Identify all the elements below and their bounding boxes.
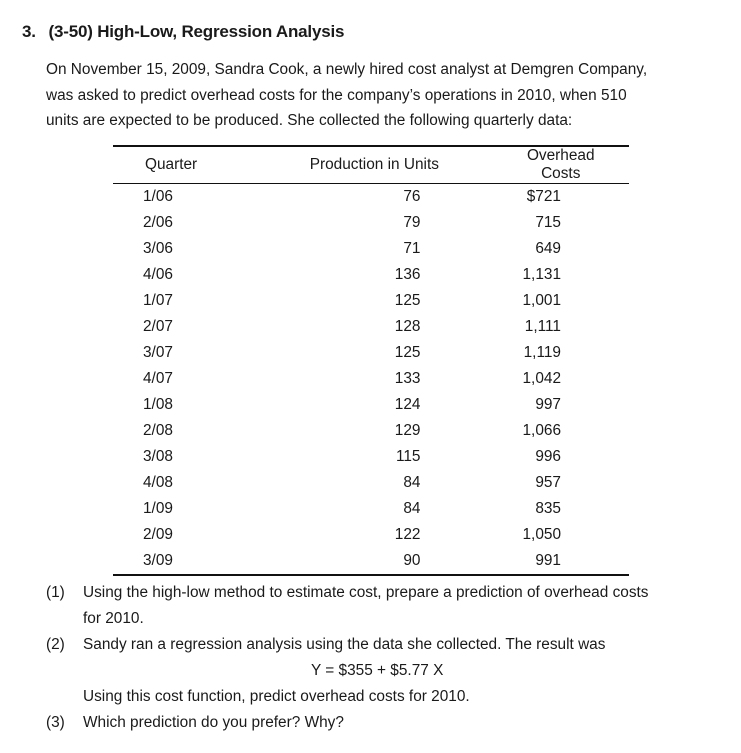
question-text: Using this cost function, predict overhead costs for 2010. [83,688,470,705]
intro-line: units are expected to be produced. She collected the following quarterly data: [46,112,573,129]
cell-overhead: 991 [522,548,629,575]
cell-units: 84 [403,500,421,517]
table-row [113,340,629,366]
header-quarter: Quarter [113,146,256,184]
cell-quarter: 3/08 [143,448,173,465]
cell-units: 115 [395,448,421,465]
cell-quarter: 2/09 [143,526,173,543]
question-1 [46,580,726,632]
cell-units: 122 [394,526,421,543]
cell-overhead: 1,042 [522,370,561,387]
cell-units: 129 [394,422,421,439]
cell-units: 124 [394,396,421,413]
question-number: (2) [46,636,65,653]
questions-list [46,580,726,736]
cell-units: 133 [394,370,421,387]
cell-overhead: 715 [535,214,561,231]
table-body [113,184,629,576]
table-row [113,366,629,392]
cell-units: 136 [394,266,421,283]
cell-overhead: 1,119 [523,344,561,361]
table-row [113,236,629,262]
cell-overhead: 1,001 [522,292,561,309]
cell-quarter: 4/08 [143,474,173,491]
cell-units: 125 [394,292,421,309]
table-row [113,288,629,314]
cell-quarter: 4/06 [143,266,173,283]
table-row [113,470,629,496]
cell-overhead: $721 [526,188,561,205]
cell-overhead: 996 [535,448,561,465]
question-text: Sandy ran a regression analysis using the data she collected. The result was [83,636,606,653]
cell-units: 79 [403,214,421,231]
table-row [113,522,629,548]
problem-number: 3. [22,22,36,41]
problem-heading [22,22,344,42]
cell-overhead: 1,111 [524,318,561,335]
table-row [113,548,629,575]
cell-quarter: 1/07 [143,292,173,309]
cell-units: 90 [256,548,522,575]
intro-paragraph [46,57,726,134]
cell-overhead: 1,131 [522,266,561,283]
cell-quarter: 4/07 [143,370,173,387]
cell-quarter: 3/07 [143,344,173,361]
table-row [113,418,629,444]
table-row [113,314,629,340]
intro-line: On November 15, 2009, Sandra Cook, a newly hired cost analyst at Demgren Company, [46,61,648,78]
table-row [113,392,629,418]
table-row [113,184,629,211]
cell-overhead: 1,050 [522,526,561,543]
question-number: (3) [46,714,65,731]
intro-line: was asked to predict overhead costs for the company’s operations in 2010, when 510 [46,86,627,104]
cell-overhead: 957 [535,474,561,491]
cell-units: 125 [394,344,421,361]
question-3 [46,710,726,736]
cell-quarter: 3/09 [113,548,256,575]
cell-units: 76 [403,188,421,205]
problem-title: (3-50) High-Low, Regression Analysis [48,22,345,41]
cell-quarter: 3/06 [143,240,173,257]
cell-quarter: 1/08 [143,396,173,413]
question-text: Using the high-low method to estimate cost, prepare a prediction of overhead costs [83,584,649,601]
cell-overhead: 997 [535,396,561,413]
quarterly-data-table [113,145,629,576]
table-row [113,262,629,288]
cell-quarter: 2/07 [143,318,173,335]
cell-quarter: 2/06 [143,214,173,231]
cell-overhead: 1,066 [522,422,561,439]
header-production: Production in Units [256,146,522,184]
cell-quarter: 2/08 [143,422,173,439]
cell-units: 128 [394,318,421,335]
cell-units: 71 [403,240,421,257]
table-row [113,496,629,522]
cell-quarter: 1/09 [143,500,173,517]
table-row [113,444,629,470]
header-overhead: Overhead Costs [522,146,629,184]
question-text: Which prediction do you prefer? Why? [83,714,344,731]
question-text: for 2010. [83,610,144,627]
table-header-row [113,146,629,184]
table-row [113,210,629,236]
question-2 [46,632,726,658]
cell-quarter: 1/06 [143,188,173,205]
cell-units: 84 [403,474,421,491]
regression-formula: Y = $355 + $5.77 X [311,662,444,679]
question-number: (1) [46,584,65,601]
cell-overhead: 649 [535,240,561,257]
cell-overhead: 835 [535,500,561,517]
